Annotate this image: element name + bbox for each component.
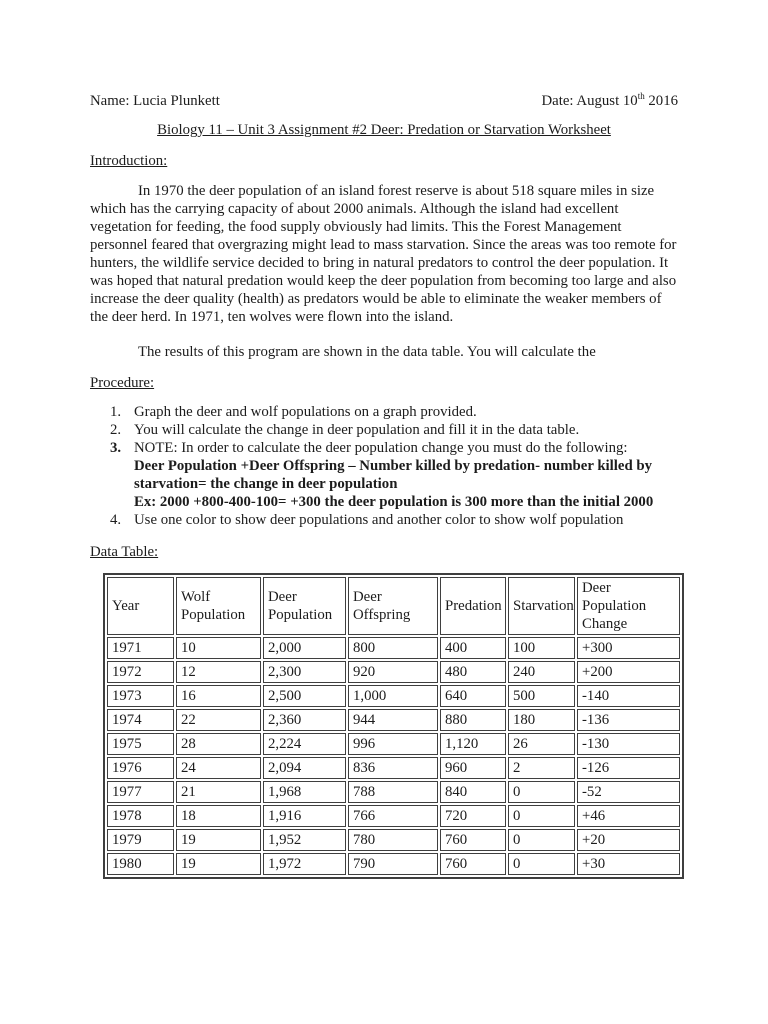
table-cell: 944 — [348, 709, 438, 731]
table-cell: 1978 — [107, 805, 174, 827]
table-cell: 1972 — [107, 661, 174, 683]
data-table — [103, 573, 684, 879]
table-cell: -52 — [577, 781, 680, 803]
table-cell: 500 — [508, 685, 575, 707]
table-cell: 1,120 — [440, 733, 506, 755]
table-cell: +300 — [577, 637, 680, 659]
procedure-item-1 — [110, 403, 678, 421]
procedure-item-text: NOTE: In order to calculate the deer population change you must do the following: — [134, 440, 628, 456]
procedure-note-example: Ex: 2000 +800-400-100= +300 the deer population is 300 more than the initial 2000 — [134, 494, 654, 510]
table-cell: 16 — [176, 685, 261, 707]
table-row — [107, 661, 680, 683]
table-cell: 1,972 — [263, 853, 346, 875]
table-cell: 10 — [176, 637, 261, 659]
table-cell: -130 — [577, 733, 680, 755]
table-cell: +200 — [577, 661, 680, 683]
table-cell: 2,094 — [263, 757, 346, 779]
table-cell: 21 — [176, 781, 261, 803]
procedure-item-3 — [110, 439, 678, 457]
table-cell: 790 — [348, 853, 438, 875]
table-cell: 2,224 — [263, 733, 346, 755]
table-cell: 920 — [348, 661, 438, 683]
table-cell: 0 — [508, 853, 575, 875]
table-cell: 1980 — [107, 853, 174, 875]
table-header-row — [107, 577, 680, 635]
table-cell: 19 — [176, 853, 261, 875]
table-cell: 1977 — [107, 781, 174, 803]
table-cell: 1,000 — [348, 685, 438, 707]
table-cell: 1975 — [107, 733, 174, 755]
table-cell: -140 — [577, 685, 680, 707]
table-cell: +46 — [577, 805, 680, 827]
table-cell: -136 — [577, 709, 680, 731]
table-cell: 12 — [176, 661, 261, 683]
table-cell: 836 — [348, 757, 438, 779]
table-cell: 1973 — [107, 685, 174, 707]
table-row — [107, 637, 680, 659]
column-header-predation: Predation — [440, 577, 506, 635]
table-cell: 240 — [508, 661, 575, 683]
table-cell: 480 — [440, 661, 506, 683]
table-cell: 800 — [348, 637, 438, 659]
table-cell: 2,300 — [263, 661, 346, 683]
table-cell: 0 — [508, 781, 575, 803]
table-cell: 1,952 — [263, 829, 346, 851]
table-cell: 960 — [440, 757, 506, 779]
table-cell: 26 — [508, 733, 575, 755]
introduction-paragraph-1: In 1970 the deer population of an island forest reserve is about 518 square miles in size which has the carrying capacity of about 2000 animals. Although the island had excellent vegetation for feeding, the food supply obviously had limits. This the Forest Management personnel feared that overgrazing might lead to mass starvation. Since the areas was too remote for hunters, the wildlife service decided to bring in natural predators to control the deer population. It was hoped that natural predation would keep the deer population from becoming too large and also increase the deer quality (health) as predators would be able to eliminate the weaker members of the deer herd. In 1971, ten wolves were flown into the island. — [90, 183, 677, 325]
column-header-deer-population-change: Deer Population Change — [577, 577, 680, 635]
column-header-deer-population: Deer Population — [263, 577, 346, 635]
table-row — [107, 709, 680, 731]
column-header-wolf-population: Wolf Population — [176, 577, 261, 635]
procedure-heading: Procedure: — [90, 375, 155, 391]
procedure-list — [90, 403, 678, 529]
table-cell: 19 — [176, 829, 261, 851]
data-table-heading: Data Table: — [90, 544, 159, 560]
table-cell: 18 — [176, 805, 261, 827]
table-cell: 100 — [508, 637, 575, 659]
date-line: Date: August 10th 2016 — [541, 91, 678, 109]
table-cell: 880 — [440, 709, 506, 731]
procedure-item-text: Use one color to show deer populations and another color to show wolf population — [134, 512, 624, 528]
table-cell: 400 — [440, 637, 506, 659]
procedure-note-formula: Deer Population +Deer Offspring – Number killed by predation- number killed by starvation= the change in deer population — [134, 458, 653, 492]
table-cell: 0 — [508, 829, 575, 851]
table-row — [107, 781, 680, 803]
table-cell: 788 — [348, 781, 438, 803]
date-ordinal-superscript: th — [637, 91, 645, 102]
table-row — [107, 853, 680, 875]
procedure-item-number: 3. — [110, 440, 122, 456]
introduction-paragraph-2: The results of this program are shown in the data table. You will calculate the — [138, 344, 596, 360]
table-row — [107, 829, 680, 851]
table-cell: 0 — [508, 805, 575, 827]
procedure-item-4 — [110, 511, 678, 529]
table-cell: 24 — [176, 757, 261, 779]
table-cell: 640 — [440, 685, 506, 707]
table-cell: 760 — [440, 853, 506, 875]
table-row — [107, 685, 680, 707]
table-cell: 760 — [440, 829, 506, 851]
table-cell: +20 — [577, 829, 680, 851]
table-cell: 22 — [176, 709, 261, 731]
table-cell: 2,000 — [263, 637, 346, 659]
name-line: Name: Lucia Plunkett — [90, 93, 220, 109]
table-cell: 1,968 — [263, 781, 346, 803]
table-cell: 1979 — [107, 829, 174, 851]
table-cell: 840 — [440, 781, 506, 803]
table-cell: 766 — [348, 805, 438, 827]
procedure-item-number: 2. — [110, 422, 122, 438]
page-title: Biology 11 – Unit 3 Assignment #2 Deer: Predation or Starvation Worksheet — [157, 122, 611, 138]
table-cell: 2,360 — [263, 709, 346, 731]
procedure-item-number: 1. — [110, 404, 122, 420]
table-cell: +30 — [577, 853, 680, 875]
procedure-item-2 — [110, 421, 678, 439]
table-cell: 1974 — [107, 709, 174, 731]
procedure-item-text: Graph the deer and wolf populations on a graph provided. — [134, 404, 477, 420]
table-cell: 2 — [508, 757, 575, 779]
procedure-item-number: 4. — [110, 512, 122, 528]
table-cell: 28 — [176, 733, 261, 755]
table-cell: 1976 — [107, 757, 174, 779]
introduction-heading: Introduction: — [90, 153, 168, 169]
procedure-item-text: You will calculate the change in deer population and fill it in the data table. — [134, 422, 580, 438]
table-cell: 996 — [348, 733, 438, 755]
table-cell: 720 — [440, 805, 506, 827]
document-header — [90, 92, 678, 110]
table-cell: 1,916 — [263, 805, 346, 827]
column-header-starvation: Starvation — [508, 577, 575, 635]
table-cell: 1971 — [107, 637, 174, 659]
table-cell: 2,500 — [263, 685, 346, 707]
table-cell: -126 — [577, 757, 680, 779]
column-header-year: Year — [107, 577, 174, 635]
table-cell: 180 — [508, 709, 575, 731]
table-row — [107, 805, 680, 827]
column-header-deer-offspring: Deer Offspring — [348, 577, 438, 635]
table-row — [107, 757, 680, 779]
table-cell: 780 — [348, 829, 438, 851]
table-row — [107, 733, 680, 755]
